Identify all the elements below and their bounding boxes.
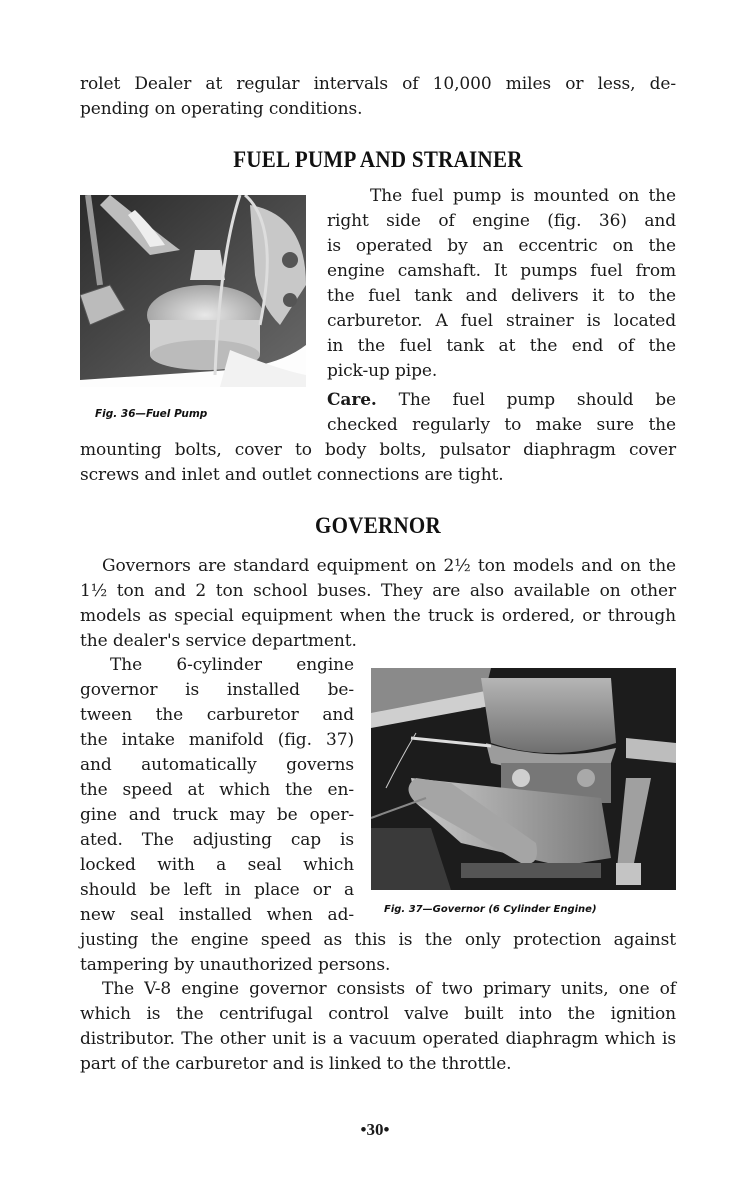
fuel-pump-line: is operated by an eccentric on the — [327, 236, 676, 256]
governor-line: tween the carburetor and — [80, 705, 354, 725]
fuel-pump-paragraph — [327, 184, 676, 384]
section-heading-governor: GOVERNOR — [314, 511, 442, 539]
governor-line: the intake manifold (fig. 37) — [80, 730, 354, 750]
governor-line: The 6-cylinder engine — [110, 655, 354, 675]
governor-line: should be left in place or a — [80, 880, 354, 900]
governor-line: justing the engine speed as this is the only protection against — [80, 930, 676, 950]
figure-36-caption: Fig. 36—Fuel Pump — [95, 408, 208, 420]
fuel-pump-line: the fuel tank and delivers it to the — [327, 286, 676, 306]
governor-paragraph-1: Governors are standard equipment on 2½ ton models and on the 1½ ton and 2 ton school buses. They are also available on other models as special equipment when the truck is ordered, or through the dealer's service department. — [80, 556, 676, 651]
intro-paragraph — [80, 72, 676, 122]
governor-line: tampering by unauthorized persons. — [80, 955, 391, 975]
intro-line-2: pending on operating conditions. — [80, 99, 363, 119]
care-label: Care. — [327, 390, 377, 410]
care-line-1-text: The fuel pump should be — [398, 390, 676, 410]
governor-line: new seal installed when ad- — [80, 905, 354, 925]
fuel-pump-care-continued — [80, 438, 676, 488]
section-heading-fuel-pump: FUEL PUMP AND STRAINER — [233, 145, 523, 173]
governor-line: governor is installed be- — [80, 680, 354, 700]
page-number: •30• — [360, 1120, 390, 1139]
fuel-pump-line: right side of engine (fig. 36) and — [327, 211, 676, 231]
fuel-pump-line: engine camshaft. It pumps fuel from — [327, 261, 676, 281]
governor-line: locked with a seal which — [80, 855, 354, 875]
governor-photograph — [371, 668, 676, 890]
governor-paragraph-2 — [80, 653, 354, 928]
governor-paragraph-2-continued — [80, 928, 676, 978]
figure-36-fuel-pump-image — [80, 195, 306, 387]
governor-paragraph-3: The V-8 engine governor consists of two primary units, one of which is the centrifugal control valve built into the ignition distributor. The other unit is a vacuum operated diaphragm which is part of the carburetor and is linked to the throttle. — [80, 979, 676, 1074]
fuel-pump-illustration — [80, 195, 306, 387]
fuel-pump-line: carburetor. A fuel strainer is located — [327, 311, 676, 331]
governor-line: the speed at which the en- — [80, 780, 354, 800]
care-line-4: screws and inlet and outlet connections are tight. — [80, 465, 504, 485]
fuel-pump-line: in the fuel tank at the end of the — [327, 336, 676, 356]
fuel-pump-care-paragraph — [327, 388, 676, 438]
fuel-pump-line: pick-up pipe. — [327, 361, 438, 381]
governor-line: and automatically governs — [80, 755, 354, 775]
intro-line-1: rolet Dealer at regular intervals of 10,000 miles or less, de- — [80, 74, 676, 94]
figure-37-caption: Fig. 37—Governor (6 Cylinder Engine) — [384, 904, 597, 915]
care-line-3: mounting bolts, cover to body bolts, pulsator diaphragm cover — [80, 440, 676, 460]
care-line-2: checked regularly to make sure the — [327, 415, 676, 435]
fuel-pump-line: The fuel pump is mounted on the — [370, 186, 676, 206]
governor-line: gine and truck may be oper- — [80, 805, 354, 825]
governor-line: ated. The adjusting cap is — [80, 830, 354, 850]
figure-37-governor-image — [371, 668, 676, 890]
care-line-1 — [327, 388, 676, 413]
